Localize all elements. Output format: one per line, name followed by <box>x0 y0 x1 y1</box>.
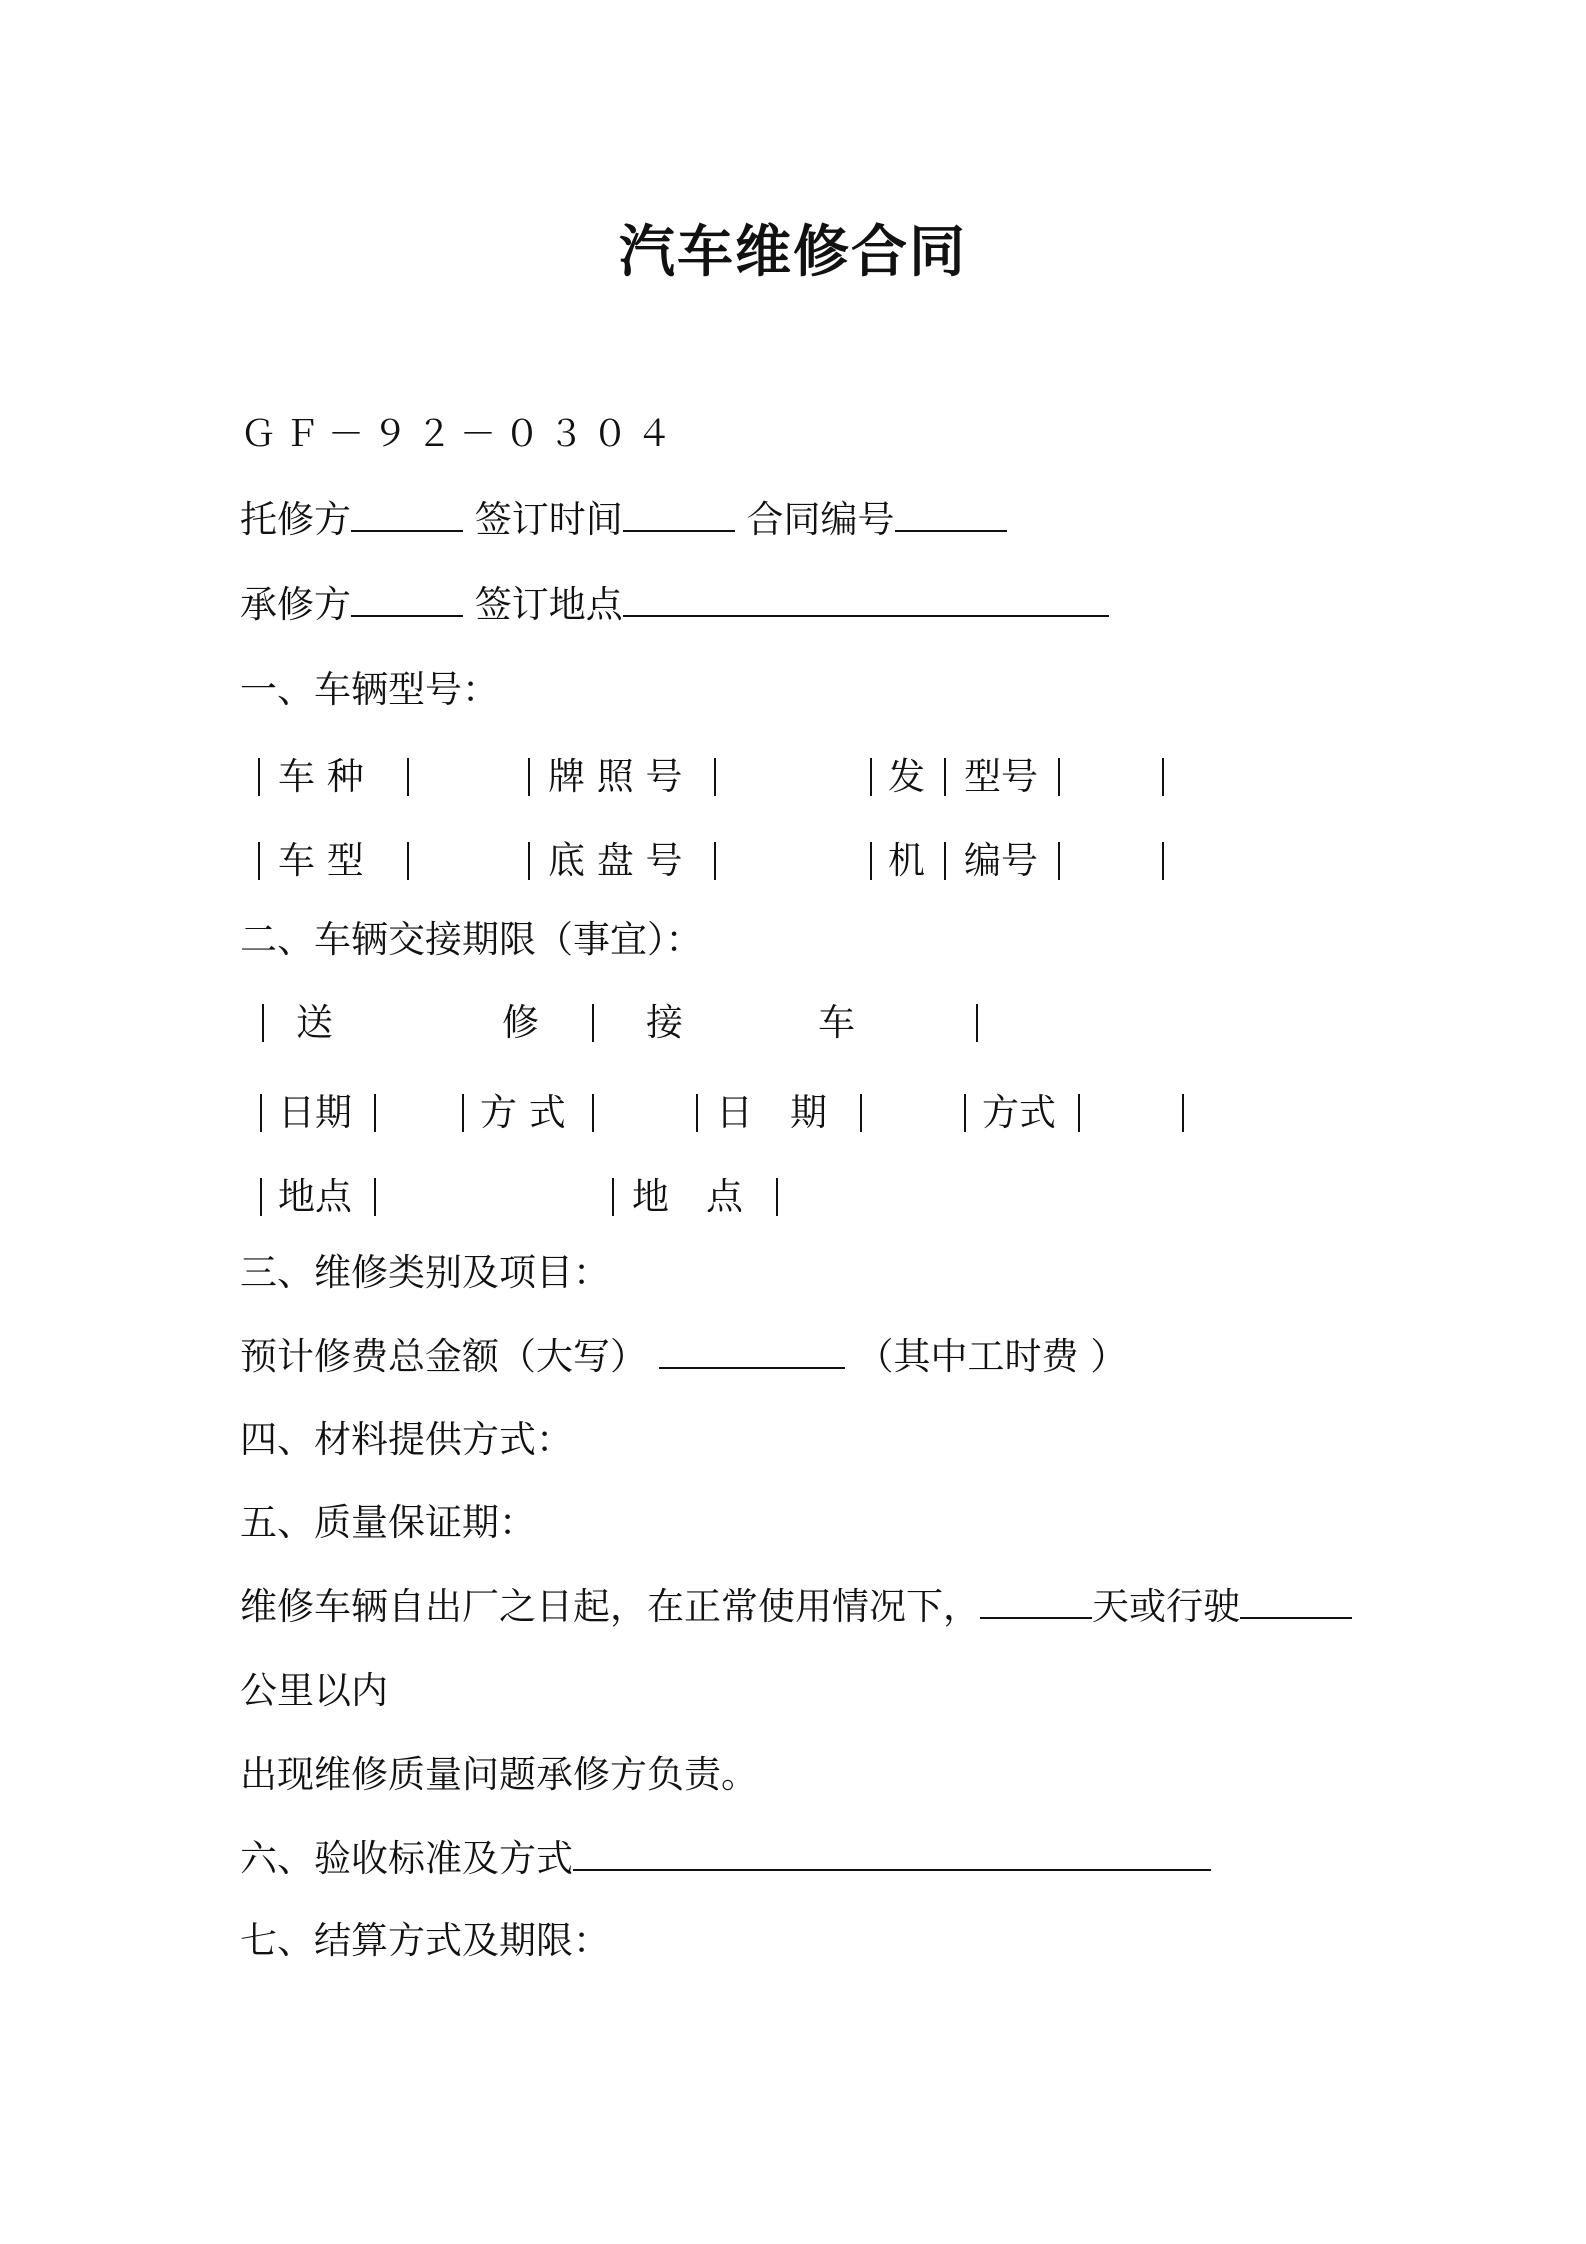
table1-engine-label-1: 发 <box>888 755 925 798</box>
table2-receive-label: 接 <box>646 1001 683 1044</box>
table2-divider <box>592 1004 594 1042</box>
contract-no-label: 合同编号 <box>746 498 895 541</box>
section-4-heading: 四、材料提供方式： <box>240 1418 573 1461</box>
table1-engine-label-2: 机 <box>888 839 925 882</box>
table1-divider <box>714 758 716 796</box>
warranty-line <box>240 1582 1352 1632</box>
table2-divider <box>696 1094 698 1132</box>
section-2-heading: 二、车辆交接期限（事宜）： <box>240 918 703 961</box>
table1-divider <box>528 758 530 796</box>
table1-divider <box>870 842 872 880</box>
warranty-text: 维修车辆自出厂之日起，在正常使用情况下， <box>240 1585 980 1628</box>
table1-divider <box>258 758 260 796</box>
table1-model-label: 型号 <box>964 755 1038 798</box>
party-line-1 <box>240 495 1007 545</box>
sign-place-blank[interactable] <box>623 581 1109 617</box>
table2-receive-method-label: 方式 <box>982 1091 1056 1134</box>
section-7-heading: 七、结算方式及期限： <box>240 1919 610 1962</box>
table2-divider <box>1182 1094 1184 1132</box>
table2-divider <box>964 1094 966 1132</box>
table2-send-date-label: 日期 <box>278 1091 352 1134</box>
table1-vehicle-type-label: 车 种 <box>278 755 364 798</box>
table2-divider <box>776 1178 778 1216</box>
table2-receive-date-label: 日 期 <box>716 1091 827 1134</box>
fee-line <box>240 1332 1127 1382</box>
table2-divider <box>860 1094 862 1132</box>
table1-divider <box>870 758 872 796</box>
table2-send-place-label: 地点 <box>278 1175 352 1218</box>
table1-divider <box>714 842 716 880</box>
table2-divider <box>374 1178 376 1216</box>
contract-code: ＧＦ－９２－０３０４ <box>240 414 681 455</box>
table2-divider <box>260 1178 262 1216</box>
section-1-heading: 一、车辆型号： <box>240 668 499 711</box>
acceptance-blank[interactable] <box>573 1835 1211 1871</box>
table1-divider <box>944 842 946 880</box>
section-6-heading: 六、验收标准及方式 <box>240 1837 573 1880</box>
fee-total-label: 预计修费总金额（大写） <box>240 1335 647 1378</box>
warranty-km-text: 公里以内 <box>240 1669 388 1712</box>
sign-date-label: 签订时间 <box>474 498 623 541</box>
table2-divider <box>592 1094 594 1132</box>
section-6-line <box>240 1834 1211 1884</box>
sign-date-blank[interactable] <box>623 496 735 532</box>
fee-total-blank[interactable] <box>659 1333 845 1369</box>
table2-divider <box>262 1004 264 1042</box>
contractor-label: 承修方 <box>240 583 351 626</box>
table2-send-method-label: 方 式 <box>480 1091 566 1134</box>
table2-divider <box>260 1094 262 1132</box>
contract-no-blank[interactable] <box>895 496 1007 532</box>
party-line-2 <box>240 580 1109 630</box>
table2-divider <box>374 1094 376 1132</box>
table2-send-label: 送 <box>296 1001 333 1044</box>
table1-divider <box>407 842 409 880</box>
table2-car-label: 车 <box>818 1001 855 1044</box>
warranty-days-blank[interactable] <box>980 1583 1092 1619</box>
table1-chassis-label: 底 盘 号 <box>548 839 683 882</box>
table1-divider <box>944 758 946 796</box>
table1-divider <box>1058 842 1060 880</box>
table1-number-label: 编号 <box>964 839 1038 882</box>
table2-repair-label: 修 <box>502 1001 539 1044</box>
table1-divider <box>528 842 530 880</box>
table2-divider <box>976 1004 978 1042</box>
client-label: 托修方 <box>240 498 351 541</box>
client-blank[interactable] <box>351 496 463 532</box>
warranty-days-label: 天或行驶 <box>1092 1585 1240 1628</box>
document-title: 汽车维修合同 <box>619 220 967 285</box>
table2-receive-place-label: 地 点 <box>632 1175 743 1218</box>
table1-divider <box>258 842 260 880</box>
table1-divider <box>1162 842 1164 880</box>
table1-divider <box>407 758 409 796</box>
section-3-heading: 三、维修类别及项目： <box>240 1251 610 1294</box>
table2-divider <box>1078 1094 1080 1132</box>
warranty-km-blank[interactable] <box>1240 1583 1352 1619</box>
table1-plate-label: 牌 照 号 <box>548 755 683 798</box>
warranty-responsibility-text: 出现维修质量问题承修方负责。 <box>240 1753 758 1796</box>
table2-divider <box>612 1178 614 1216</box>
table1-vehicle-model-label: 车 型 <box>278 839 364 882</box>
table1-divider <box>1058 758 1060 796</box>
table1-divider <box>1162 758 1164 796</box>
contractor-blank[interactable] <box>351 581 463 617</box>
labor-fee-label: （其中工时费 ） <box>856 1335 1128 1378</box>
section-5-heading: 五、质量保证期： <box>240 1501 536 1544</box>
table2-divider <box>462 1094 464 1132</box>
sign-place-label: 签订地点 <box>474 583 623 626</box>
